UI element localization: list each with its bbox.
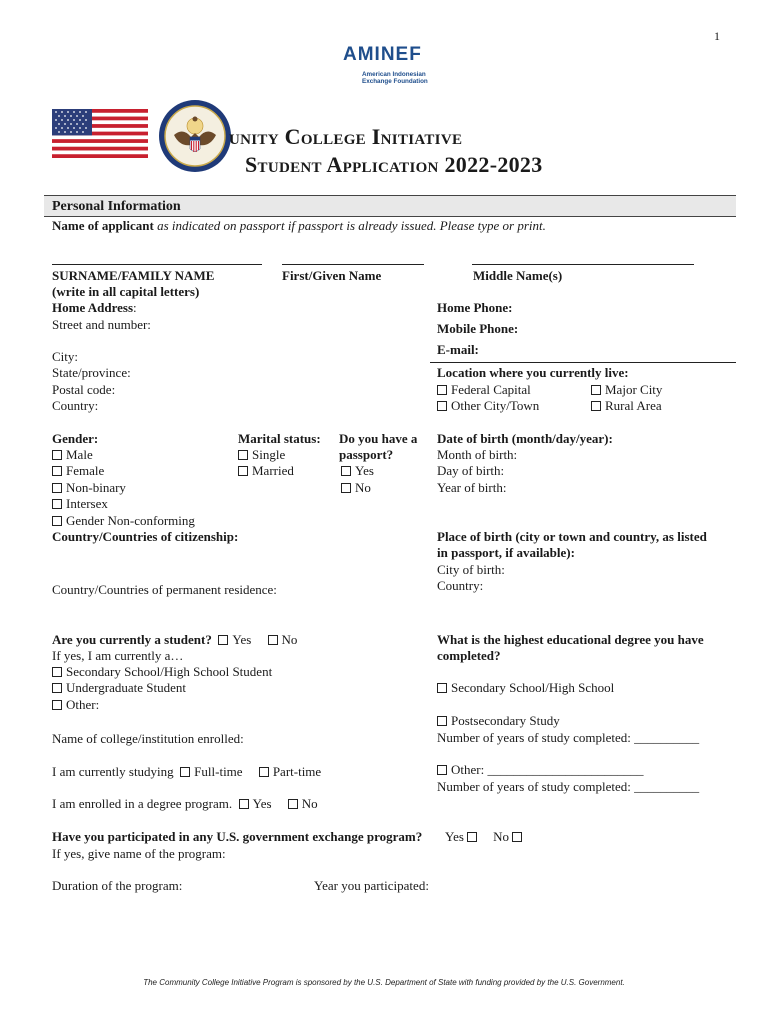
- passport-option-label: No: [355, 480, 371, 495]
- checkbox[interactable]: [341, 483, 351, 493]
- applicant-name-label: Name of applicant: [52, 218, 154, 233]
- marital-option-married[interactable]: [238, 463, 294, 479]
- gender-option-label: Female: [66, 463, 105, 478]
- contact-divider: [430, 362, 736, 363]
- middle-name-label: Middle Name(s): [473, 268, 563, 283]
- given-name-input-line[interactable]: [282, 264, 424, 265]
- middle-name-input-line[interactable]: [472, 264, 694, 265]
- us-flag-icon: [52, 109, 148, 158]
- student-option-other[interactable]: [52, 697, 99, 713]
- checkbox[interactable]: [52, 667, 62, 677]
- checkbox[interactable]: [341, 466, 351, 476]
- street-label: Street and number:: [52, 317, 151, 332]
- education-heading-line2: completed?: [437, 648, 501, 663]
- birth-city-label: City of birth:: [437, 562, 505, 577]
- checkbox[interactable]: [52, 683, 62, 693]
- home-address-heading: [52, 300, 137, 316]
- studying-row: [52, 764, 321, 780]
- location-option-federal-capital[interactable]: [437, 382, 531, 398]
- part-time-checkbox[interactable]: [259, 767, 269, 777]
- student-option-label: Undergraduate Student: [66, 680, 186, 695]
- application-title: [245, 152, 543, 178]
- marital-option-label: Married: [252, 463, 294, 478]
- gender-option-non-conforming[interactable]: [52, 513, 195, 529]
- checkbox[interactable]: [591, 401, 601, 411]
- program-title: unity College Initiative: [229, 124, 463, 149]
- marital-option-single[interactable]: [238, 447, 285, 463]
- education-option-label: Secondary School/High School: [451, 680, 615, 695]
- aminef-logo: [343, 44, 437, 89]
- exchange-if-yes-label: If yes, give name of the program:: [52, 846, 226, 861]
- surname-input-line[interactable]: [52, 264, 262, 265]
- student-no-label: No: [281, 632, 298, 647]
- student-yes-label: Yes: [232, 632, 252, 647]
- exchange-no-label: No: [493, 829, 510, 844]
- checkbox[interactable]: [437, 385, 447, 395]
- page-number: 1: [714, 29, 720, 43]
- gender-option-female[interactable]: [52, 463, 104, 479]
- education-heading-line1: What is the highest educational degree you have: [437, 632, 704, 647]
- education-other-field: Other: ________________________: [451, 762, 644, 777]
- birthplace-heading-line1: Place of birth (city or town and country, as listed: [437, 529, 707, 544]
- location-option-label: Federal Capital: [451, 382, 531, 397]
- full-time-label: Full-time: [194, 764, 243, 779]
- gender-option-intersex[interactable]: [52, 496, 108, 512]
- checkbox[interactable]: [238, 466, 248, 476]
- postal-code-label: Postal code:: [52, 382, 116, 397]
- student-if-yes: If yes, I am currently a…: [52, 648, 184, 663]
- student-yes-checkbox[interactable]: [218, 635, 228, 645]
- logo-subtitle-1: American Indonesian: [362, 71, 426, 78]
- surname-note: (write in all capital letters): [52, 284, 200, 299]
- checkbox[interactable]: [238, 450, 248, 460]
- degree-no-label: No: [301, 796, 318, 811]
- section-title: Personal Information: [52, 199, 181, 214]
- education-option-label: Postsecondary Study: [451, 713, 560, 728]
- degree-yes-checkbox[interactable]: [239, 799, 249, 809]
- part-time-label: Part-time: [272, 764, 322, 779]
- studying-label: I am currently studying: [52, 764, 174, 779]
- given-name-label: First/Given Name: [282, 268, 382, 283]
- student-option-label: Other:: [66, 697, 100, 712]
- exchange-question: Have you participated in any U.S. government exchange program?: [52, 829, 423, 844]
- exchange-year-label: Year you participated:: [314, 878, 429, 893]
- checkbox[interactable]: [52, 483, 62, 493]
- location-option-label: Rural Area: [605, 398, 662, 413]
- surname-label: SURNAME/FAMILY NAME: [52, 268, 215, 283]
- footer-note: The Community College Initiative Program is sponsored by the U.S. Department of State with funding provided by the U.S. Government.: [143, 978, 625, 987]
- checkbox[interactable]: [52, 466, 62, 476]
- logo-wordmark: AMINEF: [343, 44, 422, 65]
- location-option-rural-area[interactable]: [591, 398, 662, 414]
- dob-year-label: Year of birth:: [437, 480, 507, 495]
- location-heading: Location where you currently live:: [437, 365, 629, 380]
- education-option-other[interactable]: [437, 762, 643, 778]
- gender-option-label: Male: [66, 447, 93, 462]
- application-year: 2022-2023: [444, 152, 543, 177]
- email-label: E-mail:: [437, 342, 479, 357]
- checkbox[interactable]: [52, 516, 62, 526]
- gender-option-male[interactable]: [52, 447, 93, 463]
- passport-option-label: Yes: [355, 463, 374, 478]
- exchange-no-checkbox[interactable]: [512, 832, 522, 842]
- us-embassy-seal-icon: [158, 99, 232, 173]
- gender-option-label: Non-binary: [66, 480, 126, 495]
- student-option-label: Secondary School/High School Student: [66, 664, 273, 679]
- birth-country-label: Country:: [437, 578, 484, 593]
- marital-status-heading: Marital status:: [238, 431, 321, 446]
- education-option-postsecondary[interactable]: [437, 713, 560, 729]
- home-address-colon: :: [133, 300, 137, 315]
- birthplace-heading-line2: in passport, if available):: [437, 545, 575, 560]
- education-option-secondary[interactable]: [437, 680, 614, 696]
- dob-month-label: Month of birth:: [437, 447, 518, 462]
- student-option-undergraduate[interactable]: [52, 680, 186, 696]
- gender-option-label: Gender Non-conforming: [66, 513, 195, 528]
- location-option-other-city[interactable]: [437, 398, 539, 414]
- residence-label: Country/Countries of permanent residence:: [52, 582, 277, 597]
- passport-heading-line1: Do you have a: [339, 431, 418, 446]
- dob-day-label: Day of birth:: [437, 463, 505, 478]
- exchange-yes-label: Yes: [445, 829, 464, 844]
- marital-option-label: Single: [252, 447, 286, 462]
- student-no-checkbox[interactable]: [268, 635, 278, 645]
- checkbox[interactable]: [437, 401, 447, 411]
- degree-no-checkbox[interactable]: [288, 799, 298, 809]
- checkbox[interactable]: [52, 700, 62, 710]
- exchange-question-row: [52, 829, 522, 845]
- other-years-field[interactable]: Number of years of study completed: __________: [437, 779, 700, 794]
- degree-program-label: I am enrolled in a degree program.: [52, 796, 233, 811]
- student-option-secondary[interactable]: [52, 664, 272, 680]
- home-phone-label: Home Phone:: [437, 300, 513, 315]
- home-address-label: Home Address: [52, 300, 134, 315]
- college-enrolled-label: Name of college/institution enrolled:: [52, 731, 244, 746]
- gender-option-non-binary[interactable]: [52, 480, 126, 496]
- passport-option-yes[interactable]: [341, 463, 374, 479]
- checkbox[interactable]: [52, 499, 62, 509]
- checkbox[interactable]: [437, 683, 447, 693]
- logo-subtitle-2: Exchange Foundation: [362, 78, 428, 85]
- degree-yes-label: Yes: [252, 796, 272, 811]
- checkbox[interactable]: [52, 450, 62, 460]
- student-question: Are you currently a student?: [52, 632, 212, 647]
- student-question-row: [52, 632, 297, 648]
- passport-heading-line2: passport?: [339, 447, 394, 462]
- citizenship-heading: Country/Countries of citizenship:: [52, 529, 239, 544]
- gender-heading: Gender:: [52, 431, 99, 446]
- passport-option-no[interactable]: [341, 480, 371, 496]
- exchange-duration-label: Duration of the program:: [52, 878, 183, 893]
- exchange-yes-checkbox[interactable]: [467, 832, 477, 842]
- city-label: City:: [52, 349, 79, 364]
- location-option-major-city[interactable]: [591, 382, 662, 398]
- dob-heading: Date of birth (month/day/year):: [437, 431, 613, 446]
- state-label: State/province:: [52, 365, 131, 380]
- application-title-text: Student Application: [245, 152, 439, 177]
- full-time-checkbox[interactable]: [180, 767, 190, 777]
- checkbox[interactable]: [437, 716, 447, 726]
- checkbox[interactable]: [591, 385, 601, 395]
- mobile-phone-label: Mobile Phone:: [437, 321, 519, 336]
- country-label: Country:: [52, 398, 99, 413]
- degree-program-row: [52, 796, 318, 812]
- location-option-label: Major City: [605, 382, 663, 397]
- applicant-name-note: as indicated on passport if passport is already issued. Please type or print.: [157, 218, 546, 233]
- checkbox[interactable]: [437, 765, 447, 775]
- applicant-name-instructions: [52, 218, 546, 234]
- postsecondary-years-field[interactable]: Number of years of study completed: __________: [437, 730, 700, 745]
- gender-option-label: Intersex: [66, 496, 108, 511]
- location-option-label: Other City/Town: [451, 398, 540, 413]
